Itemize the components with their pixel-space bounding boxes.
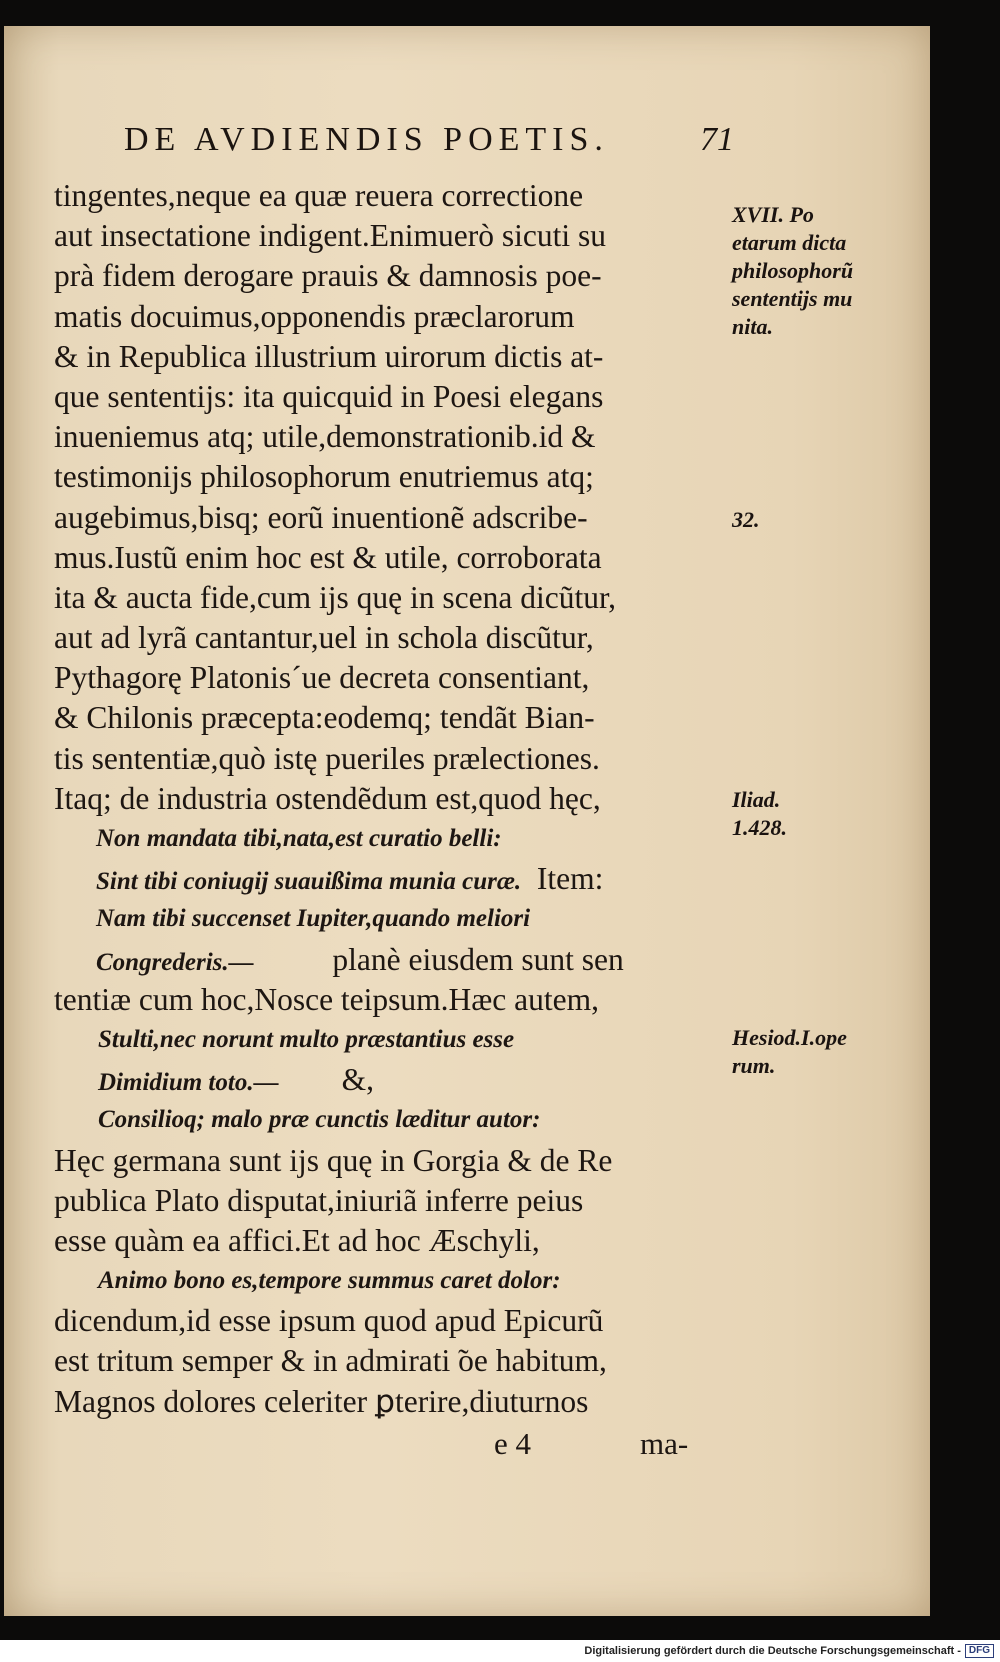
margin-note-32	[732, 506, 882, 534]
prose-fragment: Item:	[521, 861, 604, 897]
text-line: Stulti,nec norunt multo præstantius esse	[98, 1025, 515, 1053]
running-head	[124, 121, 734, 159]
text-line: que sententijs: ita quicquid in Poesi elegans	[54, 378, 604, 414]
text-line: augebimus,bisq; eorũ inuentionẽ adscribe-	[54, 499, 588, 535]
text-line: dicendum,id esse ipsum quod apud Epicurũ	[54, 1303, 604, 1339]
text-line: Pythagorę Platonis´ue decreta consentiant,	[54, 660, 590, 696]
text-line: Magnos dolores celeriter ꝑterire,diuturnos	[54, 1383, 589, 1419]
text-line: est tritum semper & in admirati ̃oe habitum,	[54, 1343, 607, 1379]
text-line: & Chilonis præcepta:eodemq; tendãt Bian-	[54, 700, 595, 736]
catchword: ma-	[640, 1426, 689, 1461]
text-line	[54, 859, 754, 899]
margin-note-iliad	[732, 786, 882, 842]
text-line: publica Plato disputat,iniuriã inferre peius	[54, 1182, 584, 1218]
prose-fragment: planè eiusdem sunt sen	[253, 941, 624, 977]
text-line: inueniemus atq; utile,demonstrationib.id &	[54, 419, 596, 455]
margin-note-xvii	[732, 201, 882, 341]
text-line	[54, 1060, 754, 1100]
text-line: matis docuimus,opponendis præclarorum	[54, 298, 575, 334]
book-page	[4, 26, 930, 1616]
funding-credit: Digitalisierung gefördert durch die Deutsche Forschungsgemeinschaft -	[584, 1645, 961, 1657]
margin-note-text: XVII. Po etarum dicta philosophorũ sententijs mu nita.	[732, 202, 854, 339]
main-text-block	[54, 176, 754, 1422]
text-line: esse quàm ea affici.Et ad hoc Æschyli,	[54, 1222, 540, 1258]
text-line	[54, 940, 754, 980]
verse-fragment: Dimidium toto.—	[98, 1069, 279, 1097]
text-line: Itaq; de industria ostendẽdum est,quod hęc,	[54, 780, 601, 816]
text-line: tentiæ cum hoc,Nosce teipsum.Hæc autem,	[54, 981, 600, 1017]
verse-fragment: Sint tibi coniugij suauißima munia curæ.	[96, 868, 522, 896]
prose-fragment: &,	[278, 1062, 374, 1098]
text-line: tingentes,neque ea quæ reuera correctione	[54, 178, 584, 213]
text-line: tis sententiæ,quò istę pueriles prælectiones.	[54, 740, 600, 776]
text-line: Hęc germana sunt ijs quę in Gorgia & de Re	[54, 1142, 613, 1178]
margin-note-text: Hesiod.I.ope rum.	[732, 1025, 847, 1078]
running-title: DE AVDIENDIS POETIS.	[124, 121, 609, 158]
text-line: aut insectatione indigent.Enimuerò sicuti su	[54, 218, 607, 254]
text-line: prà fidem derogare prauis & damnosis poe-	[54, 258, 602, 294]
text-line: Non mandata tibi,nata,est curatio belli:	[96, 825, 502, 852]
margin-note-text: 32.	[732, 507, 760, 532]
text-line: testimonijs philosophorum enutriemus atq;	[54, 459, 594, 495]
digitization-credit-bar	[0, 1640, 1000, 1662]
text-line: & in Republica illustrium uirorum dictis at-	[54, 338, 604, 374]
margin-note-text: Iliad. 1.428.	[732, 787, 787, 840]
text-line: mus.Iustũ enim hoc est & utile, corroborata	[54, 539, 602, 575]
text-line: Nam tibi succenset Iupiter,quando meliori	[96, 905, 531, 933]
margin-note-hesiod	[732, 1024, 882, 1080]
text-line: Consilioq; malo præ cunctis læditur autor:	[98, 1106, 541, 1134]
signature-mark: e 4	[494, 1426, 532, 1461]
text-line: ita & aucta fide,cum ijs quę in scena dicũtur,	[54, 579, 617, 615]
text-line: Animo bono es,tempore summus caret dolor:	[98, 1267, 561, 1295]
dfg-logo-icon: DFG	[965, 1644, 994, 1658]
page-number: 71	[700, 121, 734, 158]
text-line: aut ad lyrã cantantur,uel in schola discũtur,	[54, 620, 594, 656]
verse-fragment: Congrederis.—	[96, 948, 254, 976]
